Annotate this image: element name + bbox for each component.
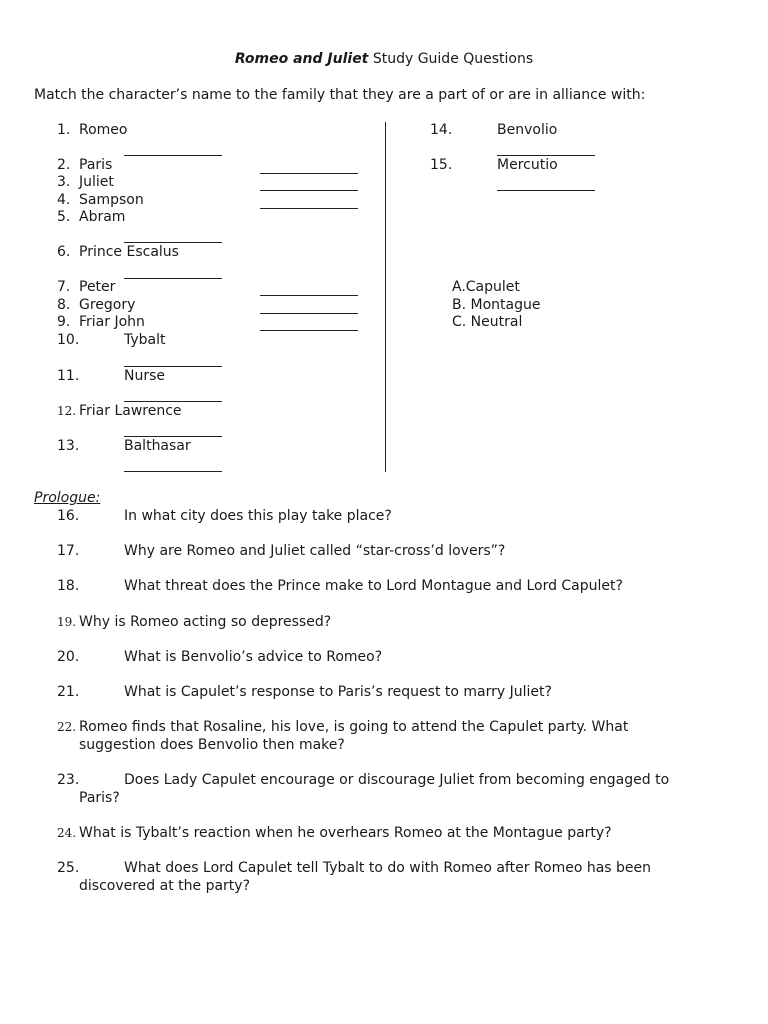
- answer-blank-friar-john[interactable]: [260, 330, 358, 331]
- option-neutral: C. Neutral: [452, 314, 523, 330]
- char-num-12: 12.: [57, 404, 77, 418]
- char-num-14: 14.: [430, 122, 453, 138]
- question-text: Why are Romeo and Juliet called “star-cross’d lovers”?: [124, 543, 506, 559]
- answer-blank-romeo[interactable]: [124, 155, 222, 156]
- prologue-label: Prologue:: [34, 490, 101, 506]
- char-num-15: 15.: [430, 157, 453, 173]
- answer-blank-juliet[interactable]: [260, 190, 358, 191]
- char-name-gregory: Gregory: [79, 297, 136, 313]
- answer-blank-nurse[interactable]: [124, 401, 222, 402]
- question-num: 20.: [57, 649, 80, 665]
- char-name-mercutio: Mercutio: [497, 157, 558, 173]
- question-num: 21.: [57, 684, 80, 700]
- question-num: 19.: [57, 615, 77, 629]
- char-num-11: 11.: [57, 368, 80, 384]
- char-num-10: 10.: [57, 332, 80, 348]
- char-num-2: 2.: [57, 157, 71, 173]
- char-name-juliet: Juliet: [79, 174, 114, 190]
- answer-blank-abram[interactable]: [124, 242, 222, 243]
- question-text: What threat does the Prince make to Lord Montague and Lord Capulet?: [124, 578, 623, 594]
- char-name-romeo: Romeo: [79, 122, 128, 138]
- char-name-balthasar: Balthasar: [124, 438, 191, 454]
- answer-blank-gregory[interactable]: [260, 313, 358, 314]
- char-num-9: 9.: [57, 314, 71, 330]
- question-num: 18.: [57, 578, 80, 594]
- char-num-6: 6.: [57, 244, 71, 260]
- question-text: What does Lord Capulet tell Tybalt to do with Romeo after Romeo has been: [124, 860, 652, 876]
- char-name-friar-lawrence: Friar Lawrence: [79, 403, 182, 419]
- char-name-prince-escalus: Prince Escalus: [79, 244, 179, 260]
- char-name-friar-john: Friar John: [79, 314, 145, 330]
- option-capulet: A.Capulet: [452, 279, 520, 295]
- char-num-3: 3.: [57, 174, 71, 190]
- char-num-13: 13.: [57, 438, 80, 454]
- question-text: What is Tybalt’s reaction when he overhears Romeo at the Montague party?: [79, 825, 612, 841]
- question-num: 23.: [57, 772, 80, 788]
- answer-blank-benvolio[interactable]: [497, 155, 595, 156]
- title-rest: Study Guide Questions: [368, 51, 534, 67]
- column-divider: [385, 122, 386, 472]
- char-num-1: 1.: [57, 122, 71, 138]
- question-text: What is Capulet’s response to Paris’s request to marry Juliet?: [124, 684, 552, 700]
- question-num: 17.: [57, 543, 80, 559]
- answer-blank-paris[interactable]: [260, 173, 358, 174]
- char-name-nurse: Nurse: [124, 368, 166, 384]
- char-name-peter: Peter: [79, 279, 116, 295]
- answer-blank-balthasar[interactable]: [124, 471, 222, 472]
- instructions: Match the character’s name to the family that they are a part of or are in alliance with:: [34, 87, 646, 103]
- char-name-benvolio: Benvolio: [497, 122, 558, 138]
- option-montague: B. Montague: [452, 297, 541, 313]
- char-name-sampson: Sampson: [79, 192, 144, 208]
- question-text: Romeo finds that Rosaline, his love, is going to attend the Capulet party. What: [79, 719, 629, 735]
- title-italic: Romeo and Juliet: [234, 51, 369, 67]
- char-num-4: 4.: [57, 192, 71, 208]
- page-title: [0, 51, 768, 68]
- question-text: In what city does this play take place?: [124, 508, 392, 524]
- char-num-7: 7.: [57, 279, 71, 295]
- char-num-8: 8.: [57, 297, 71, 313]
- question-text-continued: discovered at the party?: [79, 878, 251, 894]
- char-name-paris: Paris: [79, 157, 113, 173]
- question-num: 24.: [57, 826, 77, 840]
- answer-blank-sampson[interactable]: [260, 208, 358, 209]
- question-text-continued: suggestion does Benvolio then make?: [79, 737, 345, 753]
- answer-blank-friar-lawrence[interactable]: [124, 436, 222, 437]
- question-num: 22.: [57, 720, 77, 734]
- char-name-abram: Abram: [79, 209, 126, 225]
- question-text-continued: Paris?: [79, 790, 120, 806]
- char-num-5: 5.: [57, 209, 71, 225]
- question-num: 16.: [57, 508, 80, 524]
- char-name-tybalt: Tybalt: [124, 332, 166, 348]
- answer-blank-tybalt[interactable]: [124, 366, 222, 367]
- question-text: What is Benvolio’s advice to Romeo?: [124, 649, 383, 665]
- answer-blank-prince-escalus[interactable]: [124, 278, 222, 279]
- question-text: Does Lady Capulet encourage or discourage Juliet from becoming engaged to: [124, 772, 670, 788]
- question-num: 25.: [57, 860, 80, 876]
- answer-blank-peter[interactable]: [260, 295, 358, 296]
- answer-blank-mercutio[interactable]: [497, 190, 595, 191]
- question-text: Why is Romeo acting so depressed?: [79, 614, 332, 630]
